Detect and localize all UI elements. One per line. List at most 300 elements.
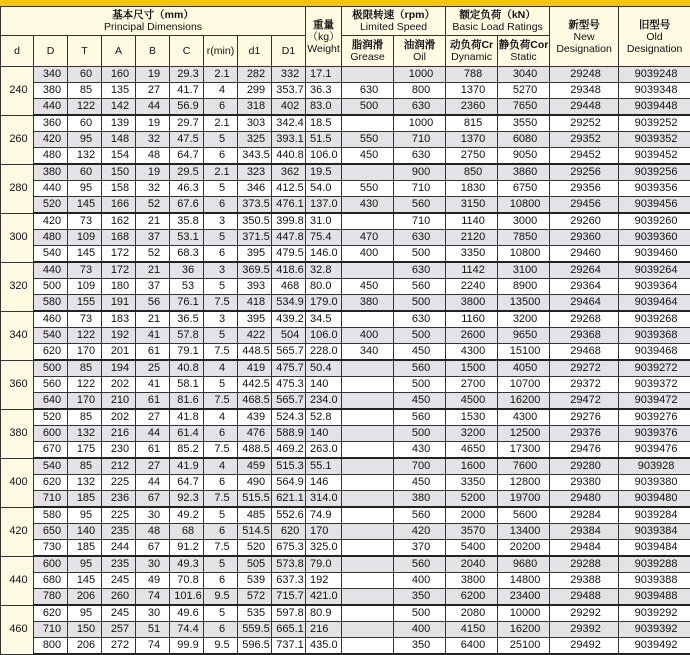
table-cell: 500 xyxy=(342,99,394,116)
table-row xyxy=(1,540,690,557)
table-cell: 675.3 xyxy=(272,540,306,557)
table-cell: 3100 xyxy=(498,262,550,279)
bore-d-cell: 240 xyxy=(1,67,34,116)
weight-header xyxy=(306,7,342,67)
table-cell: 468 xyxy=(272,279,306,295)
table-cell: 154 xyxy=(102,148,136,165)
table-cell: 52.8 xyxy=(306,409,342,426)
table-cell: 6 xyxy=(204,99,238,116)
table-cell: 400 xyxy=(394,622,446,638)
table-cell: 318 xyxy=(238,99,272,116)
table-cell: 29464 xyxy=(550,295,619,312)
table-cell: 49.2 xyxy=(170,507,204,524)
table-cell: 56.9 xyxy=(170,99,204,116)
table-cell: 36.5 xyxy=(170,311,204,328)
table-cell: 371.5 xyxy=(238,230,272,246)
table-cell: 95 xyxy=(68,556,102,573)
table-cell: 565.7 xyxy=(272,344,306,361)
table-cell: 19 xyxy=(136,164,170,181)
bore-d-cell: 320 xyxy=(1,262,34,311)
table-cell: 325.0 xyxy=(306,540,342,557)
table-cell: 710 xyxy=(34,491,68,508)
table-cell: 145 xyxy=(68,197,102,214)
table-cell: 564.9 xyxy=(272,475,306,491)
table-cell: 2750 xyxy=(446,148,498,165)
table-cell: 6 xyxy=(204,622,238,638)
table-cell: 620 xyxy=(34,475,68,491)
table-row xyxy=(1,213,690,230)
table-cell: 343.5 xyxy=(238,148,272,165)
table-cell: 225 xyxy=(102,507,136,524)
table-cell: 92.3 xyxy=(170,491,204,508)
table-row xyxy=(1,230,690,246)
table-cell: 3570 xyxy=(446,524,498,540)
table-cell: 520 xyxy=(238,540,272,557)
table-cell: 1000 xyxy=(394,115,446,132)
table-cell: 1370 xyxy=(446,83,498,99)
table-cell: 85 xyxy=(68,360,102,377)
table-cell: 192 xyxy=(306,573,342,589)
table-cell: 9039256 xyxy=(619,164,690,181)
bearing-spec-table xyxy=(0,6,690,655)
table-cell: 680 xyxy=(34,573,68,589)
speed-en: Limited Speed xyxy=(342,21,445,33)
table-cell: 135 xyxy=(102,83,136,99)
table-cell: 7.5 xyxy=(204,491,238,508)
table-cell: 101.6 xyxy=(170,589,204,606)
table-cell: 5600 xyxy=(498,507,550,524)
table-cell: 52 xyxy=(136,197,170,214)
table-row xyxy=(1,328,690,344)
table-cell: 244 xyxy=(102,540,136,557)
table-cell: 447.8 xyxy=(272,230,306,246)
table-cell: 91.2 xyxy=(170,540,204,557)
table-cell: 419 xyxy=(238,360,272,377)
table-cell: 630 xyxy=(394,230,446,246)
table-cell: 60 xyxy=(68,115,102,132)
table-row xyxy=(1,393,690,410)
table-cell: 7650 xyxy=(498,99,550,116)
col-A: A xyxy=(102,36,136,67)
table-cell: 235 xyxy=(102,556,136,573)
table-cell: 29360 xyxy=(550,230,619,246)
table-cell: 420 xyxy=(394,524,446,540)
table-cell: 9039372 xyxy=(619,377,690,393)
table-cell: 560 xyxy=(394,360,446,377)
table-cell: 475.3 xyxy=(272,377,306,393)
table-cell: 2.1 xyxy=(204,115,238,132)
table-cell: 145 xyxy=(68,573,102,589)
table-cell: 29388 xyxy=(550,573,619,589)
table-cell: 800 xyxy=(394,83,446,99)
table-cell: 710 xyxy=(394,181,446,197)
table-cell: 74.4 xyxy=(170,622,204,638)
table-cell: 550 xyxy=(342,132,394,148)
table-row xyxy=(1,279,690,295)
table-cell: 74 xyxy=(136,638,170,655)
table-cell: 29264 xyxy=(550,262,619,279)
speed-cn: 极限转速（rpm） xyxy=(342,9,445,21)
table-cell: 29352 xyxy=(550,132,619,148)
table-cell: 9039380 xyxy=(619,475,690,491)
table-cell: 2040 xyxy=(446,556,498,573)
table-cell: 60 xyxy=(68,164,102,181)
table-cell: 4 xyxy=(204,83,238,99)
col-grease xyxy=(342,36,394,67)
table-cell: 485 xyxy=(238,507,272,524)
table-cell: 140 xyxy=(306,377,342,393)
table-cell: 630 xyxy=(394,311,446,328)
table-cell: 4 xyxy=(204,458,238,475)
table-cell: 202 xyxy=(102,377,136,393)
table-row xyxy=(1,491,690,508)
table-cell: 25 xyxy=(136,360,170,377)
table-cell: 37 xyxy=(136,230,170,246)
col-D: D xyxy=(34,36,68,67)
col-oil xyxy=(394,36,446,67)
table-cell: 61.4 xyxy=(170,426,204,442)
table-cell: 500 xyxy=(34,279,68,295)
table-cell: 41.9 xyxy=(170,458,204,475)
table-cell: 10700 xyxy=(498,377,550,393)
table-cell: 4650 xyxy=(446,442,498,459)
table-cell: 95 xyxy=(68,132,102,148)
table-cell xyxy=(342,556,394,573)
table-cell: 46.3 xyxy=(170,181,204,197)
table-cell: 44 xyxy=(136,99,170,116)
table-cell: 373.5 xyxy=(238,197,272,214)
table-cell: 140 xyxy=(306,426,342,442)
table-cell: 260 xyxy=(102,589,136,606)
bore-d-cell: 340 xyxy=(1,311,34,360)
table-cell: 30 xyxy=(136,556,170,573)
table-cell: 550 xyxy=(342,181,394,197)
table-cell: 2120 xyxy=(446,230,498,246)
table-row xyxy=(1,181,690,197)
table-cell: 450 xyxy=(394,344,446,361)
col-T: T xyxy=(68,36,102,67)
table-cell: 468.5 xyxy=(238,393,272,410)
table-cell: 2360 xyxy=(446,99,498,116)
table-cell: 903928 xyxy=(619,458,690,475)
col-d1: d1 xyxy=(238,36,272,67)
table-row xyxy=(1,311,690,328)
table-cell: 29384 xyxy=(550,524,619,540)
table-cell: 395 xyxy=(238,311,272,328)
table-cell xyxy=(342,311,394,328)
table-cell: 560 xyxy=(394,507,446,524)
table-cell: 430 xyxy=(394,442,446,459)
table-cell: 3800 xyxy=(446,295,498,312)
table-cell: 41.8 xyxy=(170,409,204,426)
table-cell: 380 xyxy=(342,295,394,312)
table-cell: 303 xyxy=(238,115,272,132)
table-cell: 393 xyxy=(238,279,272,295)
table-cell: 85 xyxy=(68,409,102,426)
table-cell: 19 xyxy=(136,67,170,83)
table-cell: 469.2 xyxy=(272,442,306,459)
table-cell xyxy=(342,507,394,524)
table-cell xyxy=(342,115,394,132)
table-cell: 50.4 xyxy=(306,360,342,377)
table-cell: 420 xyxy=(34,132,68,148)
weight-cn: 重量 xyxy=(306,19,341,31)
table-cell: 139 xyxy=(102,115,136,132)
table-cell: 132 xyxy=(68,426,102,442)
table-cell: 9039464 xyxy=(619,295,690,312)
table-cell: 6 xyxy=(204,148,238,165)
table-cell: 9039448 xyxy=(619,99,690,116)
bore-d-cell: 360 xyxy=(1,360,34,409)
table-cell: 6 xyxy=(204,475,238,491)
table-cell: 5 xyxy=(204,279,238,295)
table-cell: 430 xyxy=(342,197,394,214)
table-cell: 29284 xyxy=(550,507,619,524)
table-cell: 7.5 xyxy=(204,344,238,361)
table-cell: 30 xyxy=(136,605,170,622)
table-row xyxy=(1,589,690,606)
table-cell: 245 xyxy=(102,605,136,622)
table-row xyxy=(1,638,690,655)
table-cell: 350 xyxy=(394,589,446,606)
table-cell: 459 xyxy=(238,458,272,475)
table-cell: 418.6 xyxy=(272,262,306,279)
table-cell xyxy=(342,540,394,557)
table-cell: 272 xyxy=(102,638,136,655)
table-cell: 588.9 xyxy=(272,426,306,442)
table-cell: 29.3 xyxy=(170,67,204,83)
table-cell: 32.8 xyxy=(306,262,342,279)
table-cell: 5 xyxy=(204,230,238,246)
table-cell: 27 xyxy=(136,409,170,426)
table-cell: 137.0 xyxy=(306,197,342,214)
table-cell: 380 xyxy=(34,83,68,99)
table-cell: 29380 xyxy=(550,475,619,491)
table-cell: 201 xyxy=(102,344,136,361)
table-cell: 9039476 xyxy=(619,442,690,459)
table-cell: 29.5 xyxy=(170,164,204,181)
weight-unit: （kg） xyxy=(306,31,341,43)
table-cell: 2600 xyxy=(446,328,498,344)
table-cell: 2.1 xyxy=(204,67,238,83)
table-cell: 132 xyxy=(68,475,102,491)
table-cell: 235 xyxy=(102,524,136,540)
table-cell: 399.8 xyxy=(272,213,306,230)
table-cell: 9050 xyxy=(498,148,550,165)
table-cell: 630 xyxy=(342,83,394,99)
table-cell: 122 xyxy=(68,328,102,344)
limited-speed-header xyxy=(342,7,446,36)
table-cell: 210 xyxy=(102,393,136,410)
table-cell: 80.9 xyxy=(306,605,342,622)
table-cell: 9039348 xyxy=(619,83,690,99)
table-cell: 9039276 xyxy=(619,409,690,426)
table-cell: 142 xyxy=(102,99,136,116)
table-cell: 25100 xyxy=(498,638,550,655)
table-cell: 400 xyxy=(394,573,446,589)
table-cell: 29476 xyxy=(550,442,619,459)
table-cell: 540 xyxy=(34,328,68,344)
table-cell: 73 xyxy=(68,213,102,230)
table-cell: 7.5 xyxy=(204,540,238,557)
table-row xyxy=(1,360,690,377)
table-cell: 52 xyxy=(136,246,170,263)
table-cell: 539 xyxy=(238,573,272,589)
table-cell: 7.5 xyxy=(204,442,238,459)
table-cell: 150 xyxy=(68,622,102,638)
table-cell: 448.5 xyxy=(238,344,272,361)
table-cell: 122 xyxy=(68,99,102,116)
table-cell: 145 xyxy=(68,246,102,263)
table-cell: 9039284 xyxy=(619,507,690,524)
table-cell: 49.6 xyxy=(170,605,204,622)
table-cell: 68.3 xyxy=(170,246,204,263)
table-cell: 106.0 xyxy=(306,148,342,165)
table-cell: 3150 xyxy=(446,197,498,214)
table-cell: 257 xyxy=(102,622,136,638)
table-cell: 440 xyxy=(34,181,68,197)
table-cell: 9039364 xyxy=(619,279,690,295)
oil-en: Oil xyxy=(394,51,445,63)
table-cell: 480 xyxy=(34,230,68,246)
table-cell: 85 xyxy=(68,458,102,475)
table-cell: 369.5 xyxy=(238,262,272,279)
table-cell: 475.7 xyxy=(272,360,306,377)
table-row xyxy=(1,622,690,638)
table-cell: 9680 xyxy=(498,556,550,573)
table-cell: 440 xyxy=(34,99,68,116)
table-cell: 3 xyxy=(204,262,238,279)
bore-d-cell: 260 xyxy=(1,115,34,164)
table-cell: 665.1 xyxy=(272,622,306,638)
table-cell: 35.8 xyxy=(170,213,204,230)
table-cell: 47.5 xyxy=(170,132,204,148)
table-cell: 206 xyxy=(68,589,102,606)
table-cell: 57.8 xyxy=(170,328,204,344)
table-cell: 380 xyxy=(394,491,446,508)
table-row xyxy=(1,442,690,459)
table-cell: 476.1 xyxy=(272,197,306,214)
table-cell: 4150 xyxy=(446,622,498,638)
table-cell: 380 xyxy=(34,164,68,181)
table-cell: 76.1 xyxy=(170,295,204,312)
table-row xyxy=(1,524,690,540)
table-row xyxy=(1,409,690,426)
table-cell: 340 xyxy=(342,344,394,361)
table-cell: 10800 xyxy=(498,197,550,214)
table-cell: 17300 xyxy=(498,442,550,459)
table-cell: 67.6 xyxy=(170,197,204,214)
table-cell: 132 xyxy=(68,148,102,165)
table-cell: 74.9 xyxy=(306,507,342,524)
table-cell: 9039492 xyxy=(619,638,690,655)
table-cell: 350.5 xyxy=(238,213,272,230)
table-row xyxy=(1,458,690,475)
table-cell: 360 xyxy=(34,115,68,132)
table-cell: 155 xyxy=(68,295,102,312)
table-cell: 6080 xyxy=(498,132,550,148)
table-cell: 29292 xyxy=(550,605,619,622)
table-cell xyxy=(342,393,394,410)
table-cell xyxy=(342,622,394,638)
table-cell: 520 xyxy=(34,197,68,214)
principal-dimensions-header xyxy=(1,7,306,36)
table-cell: 29460 xyxy=(550,246,619,263)
table-cell: 534.9 xyxy=(272,295,306,312)
table-cell: 540 xyxy=(34,246,68,263)
table-cell: 1142 xyxy=(446,262,498,279)
table-row xyxy=(1,377,690,393)
table-cell: 4 xyxy=(204,409,238,426)
table-cell: 500 xyxy=(394,328,446,344)
table-cell: 9039352 xyxy=(619,132,690,148)
table-cell: 7.5 xyxy=(204,295,238,312)
table-cell: 73 xyxy=(68,262,102,279)
table-row xyxy=(1,605,690,622)
table-cell: 630 xyxy=(394,148,446,165)
table-cell: 29252 xyxy=(550,115,619,132)
table-cell: 715.7 xyxy=(272,589,306,606)
table-cell: 95 xyxy=(68,507,102,524)
col-d: d xyxy=(1,36,34,67)
table-cell: 480 xyxy=(34,148,68,165)
table-cell: 479.5 xyxy=(272,246,306,263)
table-cell: 500 xyxy=(394,295,446,312)
table-cell: 162 xyxy=(102,213,136,230)
table-cell: 600 xyxy=(34,426,68,442)
table-cell: 6 xyxy=(204,524,238,540)
table-cell: 450 xyxy=(394,475,446,491)
table-cell: 5270 xyxy=(498,83,550,99)
table-cell: 1830 xyxy=(446,181,498,197)
table-cell: 6 xyxy=(204,426,238,442)
table-cell: 9039488 xyxy=(619,589,690,606)
table-cell: 216 xyxy=(306,622,342,638)
table-cell: 170 xyxy=(306,524,342,540)
table-cell: 7600 xyxy=(498,458,550,475)
table-cell: 535 xyxy=(238,605,272,622)
table-cell: 58.1 xyxy=(170,377,204,393)
table-cell: 9039292 xyxy=(619,605,690,622)
table-cell: 21 xyxy=(136,311,170,328)
col-static xyxy=(498,36,550,67)
table-cell: 12800 xyxy=(498,475,550,491)
bore-d-cell: 300 xyxy=(1,213,34,262)
table-cell: 560 xyxy=(394,556,446,573)
table-cell: 146 xyxy=(306,475,342,491)
table-cell: 228.0 xyxy=(306,344,342,361)
table-cell: 7.5 xyxy=(204,393,238,410)
table-cell: 194 xyxy=(102,360,136,377)
table-cell: 212 xyxy=(102,458,136,475)
table-cell: 234.0 xyxy=(306,393,342,410)
table-cell: 56 xyxy=(136,295,170,312)
table-cell: 23400 xyxy=(498,589,550,606)
table-cell: 206 xyxy=(68,638,102,655)
table-cell: 179.0 xyxy=(306,295,342,312)
table-cell: 32 xyxy=(136,132,170,148)
grease-en: Grease xyxy=(342,51,393,63)
table-cell: 29256 xyxy=(550,164,619,181)
table-cell: 180 xyxy=(102,279,136,295)
col-B: B xyxy=(136,36,170,67)
table-cell: 64.7 xyxy=(170,148,204,165)
table-cell xyxy=(342,377,394,393)
table-cell: 6 xyxy=(204,197,238,214)
table-cell: 488.5 xyxy=(238,442,272,459)
table-row xyxy=(1,132,690,148)
table-cell: 44 xyxy=(136,426,170,442)
